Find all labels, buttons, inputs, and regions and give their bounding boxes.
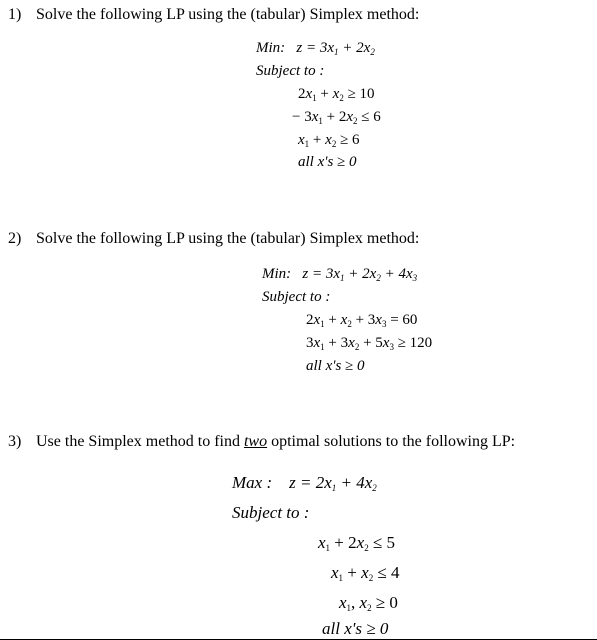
problem-2-nonnegativity: all x's ≥ 0 bbox=[306, 358, 365, 374]
problem-1-number: 1) bbox=[8, 6, 22, 23]
emphasis-two: two bbox=[243, 433, 268, 450]
problem-1-objective: Min: $z = 3x_1 + 2x_2$ bbox=[256, 40, 375, 57]
problem-3-statement: 3) Use the Simplex method to find two optimal solutions to the following LP: bbox=[8, 433, 516, 450]
problem-2-statement bbox=[8, 230, 419, 248]
problem-2-text: Solve the following LP using the (tabular) Simplex method: bbox=[36, 230, 420, 247]
problem-3-nonnegativity: all x's ≥ 0 bbox=[322, 619, 389, 638]
problem-1-constraint-1: $2x_1 + x_2 \ge 10$ bbox=[298, 86, 375, 103]
problem-2-obj-label: Min bbox=[262, 266, 287, 282]
problem-2-constraint-2: $3x_1 + 3x_2 + 5x_3 \ge 120$ bbox=[306, 335, 433, 352]
problem-3-subject-to: Subject to : bbox=[232, 503, 310, 522]
problem-3-constraint-3: $x_1$, $x_2 \ge 0$ bbox=[339, 593, 398, 613]
problem-1-subject-to: Subject to : bbox=[256, 63, 325, 79]
problem-3-constraint-1: $x_1 + 2x_2 \le 5$ bbox=[318, 533, 396, 553]
problem-1-obj-label: Min bbox=[256, 40, 281, 56]
problem-3-constraint-2: $x_1 + x_2 \le 4$ bbox=[331, 563, 400, 583]
problem-3-objective: Max : $z = 2x_1 + 4x_2$ bbox=[232, 473, 377, 493]
problem-2-subject-to: Subject to : bbox=[262, 289, 331, 305]
problem-3-number: 3) bbox=[8, 433, 22, 450]
problem-2-constraint-1: $2x_1 + x_2 + 3x_3 = 60$ bbox=[306, 312, 418, 329]
problem-2-objective: Min: $z = 3x_1 + 2x_2 + 4x_3$ bbox=[262, 266, 418, 283]
problem-2-number: 2) bbox=[8, 230, 22, 247]
problem-1-nonnegativity: all x's ≥ 0 bbox=[298, 154, 357, 170]
problem-1-constraint-3: $x_1 + x_2 \ge 6$ bbox=[298, 132, 360, 149]
problem-1-text: Solve the following LP using the (tabular) Simplex method: bbox=[36, 6, 420, 23]
problem-1-constraint-2: − $3x_1 + 2x_2 \le 6$ bbox=[292, 109, 381, 126]
problem-3-obj-label: Max bbox=[232, 473, 263, 492]
problem-1-statement bbox=[8, 6, 419, 24]
